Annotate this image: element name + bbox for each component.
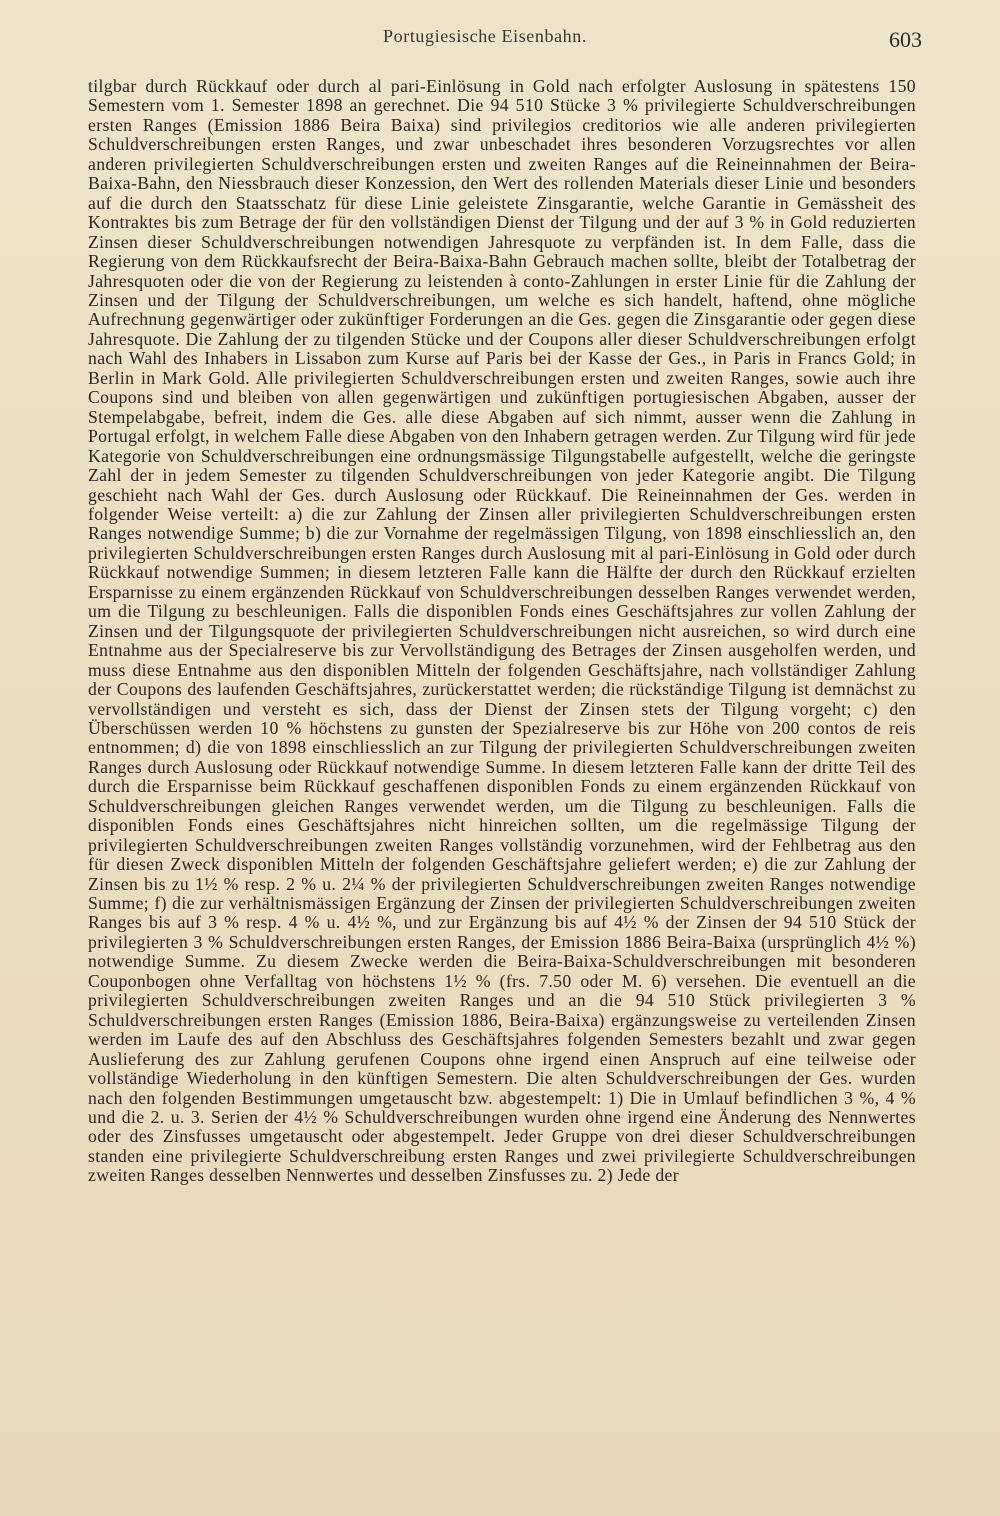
body-text: [88, 77, 916, 1186]
body-paragraph: tilgbar durch Rückkauf oder durch al pari-Einlösung in Gold nach erfolgter Auslosung in spätestens 150 Semestern vom 1. Semester 1898 an gerechnet. Die 94 510 Stücke 3 % privilegierte Schuldverschreibungen ersten Ranges (Emission 1886 Beira Baixa) sind privilegios creditorios wie alle anderen privilegierten Schuldverschreibungen ersten Ranges, und zwar unbeschadet ihres besonderen Vorzugsrechtes vor allen anderen privilegierten Schuldverschreibungen ersten und zweiten Ranges auf die Reineinnahmen der Beira-Baixa-Bahn, den Niessbrauch dieser Konzession, den Wert des rollenden Materials dieser Linie und besonders auf die durch den Staatsschatz für diese Linie geleistete Zinsgarantie, welche Garantie in Gemässheit des Kontraktes bis zum Betrage der für den vollständigen Dienst der Tilgung und der auf 3 % in Gold reduzierten Zinsen dieser Schuldverschreibungen notwendigen Jahresquote zu verpfänden ist. In dem Falle, dass die Regierung von dem Rückkaufsrecht der Beira-Baixa-Bahn Gebrauch machen sollte, bleibt der Totalbetrag der Jahresquoten oder die von der Regierung zu leistenden à conto-Zahlungen in erster Linie für die Zahlung der Zinsen und der Tilgung der Schuldverschreibungen, um welche es sich handelt, haftend, ohne mögliche Aufrechnung gegenwärtiger oder zukünftiger Forderungen an die Ges. gegen die Zinsgarantie oder gegen diese Jahresquote. Die Zahlung der zu tilgenden Stücke und der Coupons aller dieser Schuldverschreibungen erfolgt nach Wahl des Inhabers in Lissabon zum Kurse auf Paris bei der Kasse der Ges., in Paris in Francs Gold; in Berlin in Mark Gold. Alle privilegierten Schuldverschreibungen ersten und zweiten Ranges, sowie auch ihre Coupons sind und bleiben von allen gegenwärtigen und zukünftigen portugiesischen Abgaben, ausser der Stempelabgabe, befreit, indem die Ges. alle diese Abgaben auf sich nimmt, ausser wenn die Zahlung in Portugal erfolgt, in welchem Falle diese Abgaben von den Inhabern getragen werden. Zur Tilgung wird für jede Kategorie von Schuldverschreibungen eine ordnungsmässige Tilgungstabelle aufgestellt, welche die geringste Zahl der in jedem Semester zu tilgenden Schuldverschreibungen von jeder Kategorie angibt. Die Tilgung geschieht nach Wahl der Ges. durch Auslosung oder Rückkauf. Die Reineinnahmen der Ges. werden in folgender Weise verteilt: a) die zur Zahlung der Zinsen aller privilegierten Schuldverschreibungen ersten Ranges notwendige Summe; b) die zur Vornahme der regelmässigen Tilgung, von 1898 einschliesslich an, den privilegierten Schuldverschreibungen ersten Ranges durch Auslosung mit al pari-Einlösung in Gold oder durch Rückkauf notwendige Summen; in diesem letzteren Falle kann die Hälfte der durch den Rückkauf erzielten Ersparnisse zu einem ergänzenden Rückkauf von Schuldverschreibungen desselben Ranges verwendet werden, um die Tilgung zu beschleunigen. Falls die disponiblen Fonds eines Geschäftsjahres zur vollen Zahlung der Zinsen und der Tilgungsquote der privilegierten Schuldverschreibungen nicht ausreichen, so wird durch eine Entnahme aus der Specialreserve bis zur Vervollständigung des Betrages der Zinsen ausgeholfen werden, und muss diese Entnahme aus den disponiblen Mitteln der folgenden Geschäftsjahre, nach vollständiger Zahlung der Coupons des laufenden Geschäftsjahres, zurückerstattet werden; die rückständige Tilgung ist demnächst zu vervollständigen und versteht es sich, dass der Dienst der Zinsen stets der Tilgung vorgeht; c) den Überschüssen werden 10 % höchstens zu gunsten der Spezialreserve bis zur Höhe von 200 contos de reis entnommen; d) die von 1898 einschliesslich an zur Tilgung der privilegierten Schuldverschreibungen zweiten Ranges durch Auslosung oder Rückkauf notwendige Summe. In diesem letzteren Falle kann der dritte Teil des durch die Ersparnisse beim Rückkauf geschaffenen disponiblen Fonds zu einem ergänzenden Rückkauf von Schuldverschreibungen gleichen Ranges verwendet werden, um die Tilgung zu beschleunigen. Falls die disponiblen Fonds eines Geschäftsjahres nicht hinreichen sollten, um die regelmässige Tilgung der privilegierten Schuldverschreibungen zweiten Ranges vollständig vorzunehmen, wird der Fehlbetrag aus den für diesen Zweck disponiblen Mitteln der folgenden Geschäftsjahre geliefert werden; e) die zur Zahlung der Zinsen bis zu 1½ % resp. 2 % u. 2¼ % der privilegierten Schuldverschreibungen zweiten Ranges notwendige Summe; f) die zur verhältnismässigen Ergänzung der Zinsen der privilegierten Schuldverschreibungen zweiten Ranges bis auf 3 % resp. 4 % u. 4½ %, und zur Ergänzung bis auf 4½ % der Zinsen der 94 510 Stück der privilegierten 3 % Schuldverschreibungen ersten Ranges, der Emission 1886 Beira-Baixa (ursprünglich 4½ %) notwendige Summe. Zu diesem Zwecke werden die Beira-Baixa-Schuldverschreibungen mit besonderen Couponbogen ohne Verfalltag von höchstens 1½ % (frs. 7.50 oder M. 6) versehen. Die eventuell an die privilegierten Schuldverschreibungen zweiten Ranges und an die 94 510 Stück privilegierten 3 % Schuldverschreibungen ersten Ranges (Emission 1886, Beira-Baixa) ergänzungsweise zu verteilenden Zinsen werden im Laufe des auf den Abschluss des Geschäftsjahres folgenden Semesters bezahlt und zwar gegen Auslieferung des zur Zahlung gerufenen Coupons ohne irgend einen Anspruch auf eine teilweise oder vollständige Wiederholung in den künftigen Semestern. Die alten Schuldverschreibungen der Ges. wurden nach den folgenden Bestimmungen umgetauscht bzw. abgestempelt: 1) Die in Umlauf befindlichen 3 %, 4 % und die 2. u. 3. Serien der 4½ % Schuldverschreibungen wurden ohne irgend eine Änderung des Nennwertes oder des Zinsfusses umgetauscht oder abgestempelt. Jeder Gruppe von drei dieser Schuldverschreibungen standen eine privilegierte Schuldverschreibung ersten Ranges und zwei privilegierte Schuldverschreibungen zweiten Ranges desselben Nennwertes und desselben Zinsfusses zu. 2) Jede der: [88, 76, 916, 1186]
running-title: Portugiesische Eisenbahn.: [383, 26, 587, 46]
page-number: 603: [889, 27, 922, 52]
